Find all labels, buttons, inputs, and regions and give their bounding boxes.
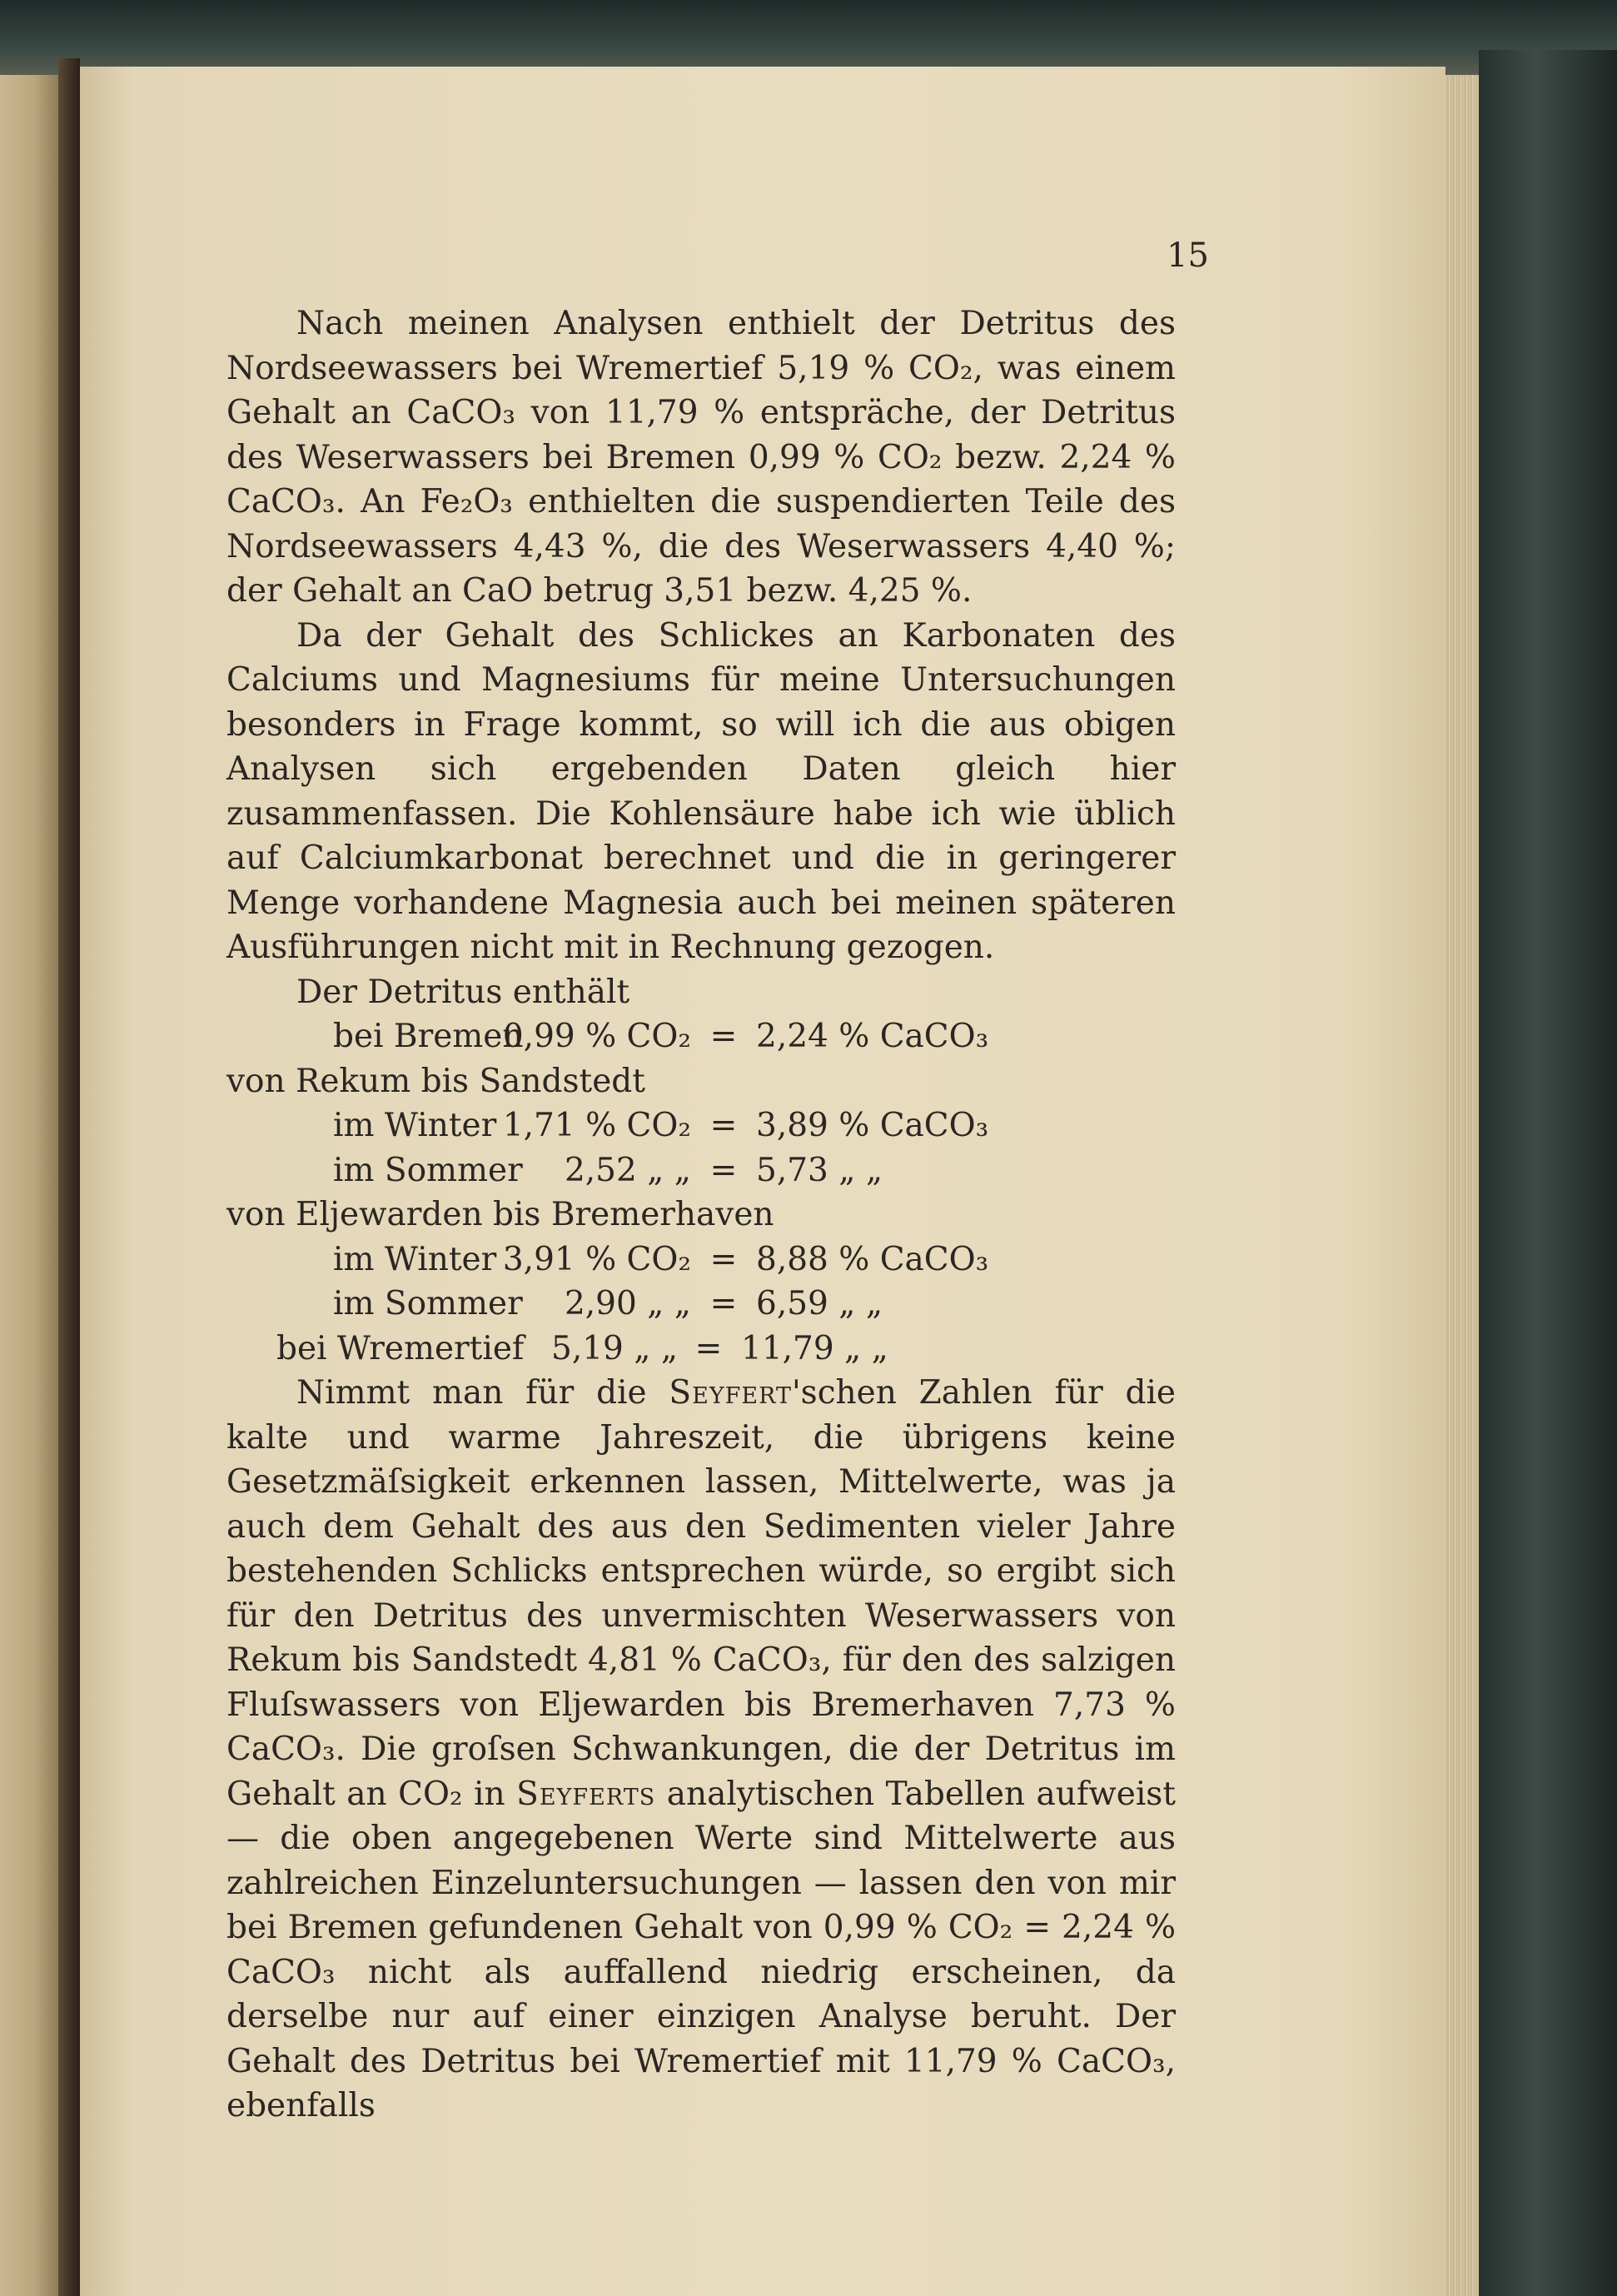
table-row bbox=[226, 1282, 1176, 1327]
row-label: im Sommer bbox=[333, 1285, 523, 1322]
row-equals: = bbox=[709, 1107, 738, 1144]
row-value: 5,19 „ „ bbox=[551, 1329, 679, 1367]
page-edges bbox=[1445, 75, 1479, 2296]
row-result: 5,73 „ „ bbox=[756, 1151, 883, 1189]
row-label: von Rekum bis Sandstedt bbox=[226, 1062, 645, 1100]
paragraph-1: Nach meinen Analysen enthielt der Detritus des Nordseewassers bei Wremertief 5,19 % CO₂, was einem Gehalt an CaCO₃ von 11,79 % entspräche, der Detritus des Weserwassers bei Bremen 0,99 % CO₂ bezw. 2,24 % CaCO₃. An Fe₂O₃ enthielten die suspendierten Teile des Nordseewassers 4,43 %, die des Weserwassers 4,40 %; der Gehalt an CaO betrug 3,51 bezw. 4,25 %. bbox=[226, 305, 1176, 610]
row-equals: = bbox=[709, 1240, 738, 1278]
table-row bbox=[226, 1059, 1176, 1104]
row-equals: = bbox=[709, 1285, 738, 1322]
author-name-seyfert: Seyfert bbox=[669, 1374, 792, 1412]
row-label: im Winter bbox=[333, 1107, 497, 1144]
detritus-table bbox=[226, 1014, 1176, 1371]
row-equals: = bbox=[709, 1018, 738, 1055]
row-value: 3,91 % CO₂ bbox=[502, 1240, 691, 1278]
row-result: 6,59 „ „ bbox=[756, 1285, 883, 1322]
book-cover-right bbox=[1479, 50, 1617, 2296]
table-row bbox=[226, 1327, 1176, 1372]
paragraph-4-text-c: analytischen Tabellen aufweist — die oben angegebenen Werte sind Mittelwerte aus zahlreichen Einzeluntersuchungen — lassen den von mir bei Bremen gefundenen Gehalt von 0,99 % CO₂ = 2,24 % CaCO₃ nicht als auffallend niedrig erscheinen, da derselbe nur auf einer einzigen Analyse beruht. Der Gehalt des Detritus bei Wremertief mit 11,79 % CaCO₃, ebenfalls bbox=[226, 1775, 1176, 2124]
row-result: 11,79 „ „ bbox=[741, 1329, 888, 1367]
table-row bbox=[226, 1238, 1176, 1282]
table-row bbox=[226, 1148, 1176, 1193]
row-equals: = bbox=[709, 1151, 738, 1189]
row-value: 2,90 „ „ bbox=[564, 1285, 691, 1322]
author-name-seyferts: Seyferts bbox=[516, 1775, 656, 1813]
row-result: 8,88 % CaCO₃ bbox=[756, 1240, 989, 1278]
left-page-edge bbox=[0, 75, 58, 2296]
table-row bbox=[226, 1193, 1176, 1238]
paragraph-2: Da der Gehalt des Schlickes an Karbonaten des Calciums und Magnesiums für meine Untersuchungen besonders in Frage kommt, so will ich die aus obigen Analysen sich ergebenden Daten gleich hier zusammenfassen. Die Kohlensäure habe ich wie üblich auf Calciumkarbonat berechnet und die in geringerer Menge vorhandene Magnesia auch bei meinen späteren Ausführungen nicht mit in Rechnung gezogen. bbox=[226, 616, 1176, 966]
row-result: 2,24 % CaCO₃ bbox=[756, 1018, 989, 1055]
row-value: 0,99 % CO₂ bbox=[502, 1018, 691, 1055]
body-text bbox=[226, 301, 1176, 2129]
paragraph-4 bbox=[226, 1371, 1176, 2129]
table-row bbox=[226, 1014, 1176, 1059]
row-label: bei Bremen bbox=[333, 1018, 524, 1055]
row-value: 2,52 „ „ bbox=[564, 1151, 691, 1189]
page-number: 15 bbox=[1167, 237, 1209, 275]
table-row bbox=[226, 1103, 1176, 1148]
row-label: von Eljewarden bis Bremerhaven bbox=[226, 1196, 774, 1233]
paragraph-3-intro: Der Detritus enthält bbox=[296, 973, 630, 1011]
paragraph-4-text-b: 'schen Zahlen für die kalte und warme Jahreszeit, die übrigens keine Gesetzmäſsigkeit erkennen lassen, Mittelwerte, was ja auch dem Gehalt des aus den Sedimenten vieler Jahre bestehenden Schlicks entsprechen würde, so ergibt sich für den Detritus des unvermischten Weserwassers von Rekum bis Sandstedt 4,81 % CaCO₃, für den des salzigen Fluſswassers von Eljewarden bis Bremerhaven 7,73 % CaCO₃. Die groſsen Schwankungen, die der Detritus im Gehalt an CO₂ in bbox=[226, 1374, 1177, 1813]
book-gutter bbox=[58, 58, 80, 2296]
row-result: 3,89 % CaCO₃ bbox=[756, 1107, 989, 1144]
row-label: im Sommer bbox=[333, 1151, 523, 1189]
row-value: 1,71 % CO₂ bbox=[502, 1107, 691, 1144]
paragraph-4-text-a: Nimmt man für die bbox=[296, 1374, 669, 1412]
row-equals: = bbox=[694, 1329, 723, 1367]
row-label: im Winter bbox=[333, 1240, 497, 1278]
row-label: bei Wremertief bbox=[276, 1329, 525, 1367]
